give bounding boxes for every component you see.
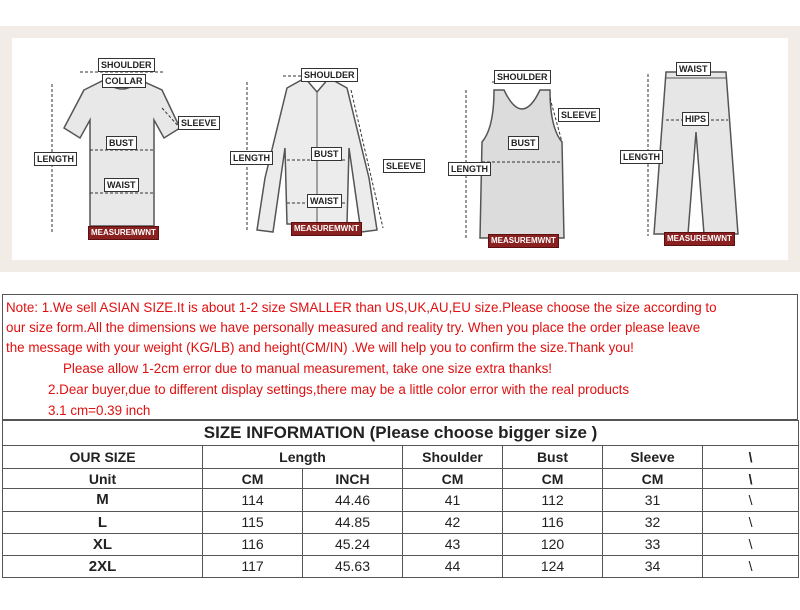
tshirt-waist-label: WAIST [104,178,139,192]
header-extra: \ [703,446,799,469]
tank-shoulder-label: SHOULDER [494,70,551,84]
jacket-bust-label: BUST [311,147,342,161]
table-row [3,511,799,533]
table-cell: 115 [203,511,303,533]
table-cell: 44.85 [303,511,403,533]
table-unit-row [3,469,799,489]
pants-diagram [608,38,778,260]
table-cell: 33 [603,533,703,555]
note-line: 2.Dear buyer,due to different display settings,there may be a little color error with the real products [48,382,630,397]
table-cell: \ [703,555,799,577]
table-cell: 44.46 [303,489,403,511]
unit-cell: \ [703,469,799,489]
measurement-diagram-band [0,26,800,272]
tank-sleeve-label: SLEEVE [558,108,600,122]
unit-cell: INCH [303,469,403,489]
header-bust: Bust [503,446,603,469]
tank-diagram [442,38,602,260]
table-cell: \ [703,533,799,555]
unit-cell: CM [403,469,503,489]
table-cell: 34 [603,555,703,577]
table-cell: 45.24 [303,533,403,555]
unit-cell: Unit [3,469,203,489]
size-cell: XL [3,533,203,555]
size-cell: 2XL [3,555,203,577]
jacket-waist-label: WAIST [307,194,342,208]
note-line: 3.1 cm=0.39 inch [48,403,151,418]
tshirt-collar-label: COLLAR [102,74,146,88]
table-cell: 116 [503,511,603,533]
table-cell: 41 [403,489,503,511]
note-line: our size form.All the dimensions we have personally measured and reality try. When you place the order please leave [6,320,701,335]
header-sleeve: Sleeve [603,446,703,469]
jacket-sleeve-label: SLEEVE [383,159,425,173]
table-cell: 32 [603,511,703,533]
tshirt-diagram [22,38,222,260]
tank-measurement-label: MEASUREMWNT [488,234,559,248]
table-cell: 124 [503,555,603,577]
table-cell: 44 [403,555,503,577]
note-line: Please allow 1-2cm error due to manual measurement, take one size extra thanks! [63,361,553,376]
table-header-row [3,446,799,469]
table-cell: 42 [403,511,503,533]
pants-length-label: LENGTH [620,150,663,164]
table-cell: 114 [203,489,303,511]
tshirt-sleeve-label: SLEEVE [178,116,220,130]
table-row [3,489,799,511]
pants-waist-label: WAIST [676,62,711,76]
table-row [3,555,799,577]
pants-hips-label: HIPS [682,112,709,126]
unit-cell: CM [603,469,703,489]
table-cell: 116 [203,533,303,555]
table-title: SIZE INFORMATION (Please choose bigger size ) [3,421,799,446]
table-cell: 112 [503,489,603,511]
header-length: Length [203,446,403,469]
measurement-diagram-panel [12,38,788,260]
tshirt-length-label: LENGTH [34,152,77,166]
table-row [3,533,799,555]
table-cell: 120 [503,533,603,555]
size-table [2,420,799,578]
table-cell: \ [703,489,799,511]
table-cell: 117 [203,555,303,577]
size-notes [2,294,798,420]
tank-bust-label: BUST [508,136,539,150]
note-line: Note: 1.We sell ASIAN SIZE.It is about 1-2 size SMALLER than US,UK,AU,EU size.Please choose the size according to [6,300,717,315]
header-our-size: OUR SIZE [3,446,203,469]
header-shoulder: Shoulder [403,446,503,469]
table-cell: 43 [403,533,503,555]
jacket-length-label: LENGTH [230,151,273,165]
jacket-measurement-label: MEASUREMWNT [291,222,362,236]
table-cell: 31 [603,489,703,511]
table-cell: \ [703,511,799,533]
pants-measurement-label: MEASUREMWNT [664,232,735,246]
size-cell: L [3,511,203,533]
tshirt-measurement-label: MEASUREMWNT [88,226,159,240]
jacket-shoulder-label: SHOULDER [301,68,358,82]
tshirt-shoulder-label: SHOULDER [98,58,155,72]
jacket-diagram [217,38,422,260]
note-line: the message with your weight (KG/LB) and height(CM/IN) .We will help you to confirm the size.Thank you! [6,340,634,355]
size-cell: M [3,489,203,511]
tank-length-label: LENGTH [448,162,491,176]
table-cell: 45.63 [303,555,403,577]
unit-cell: CM [203,469,303,489]
tshirt-bust-label: BUST [106,136,137,150]
unit-cell: CM [503,469,603,489]
